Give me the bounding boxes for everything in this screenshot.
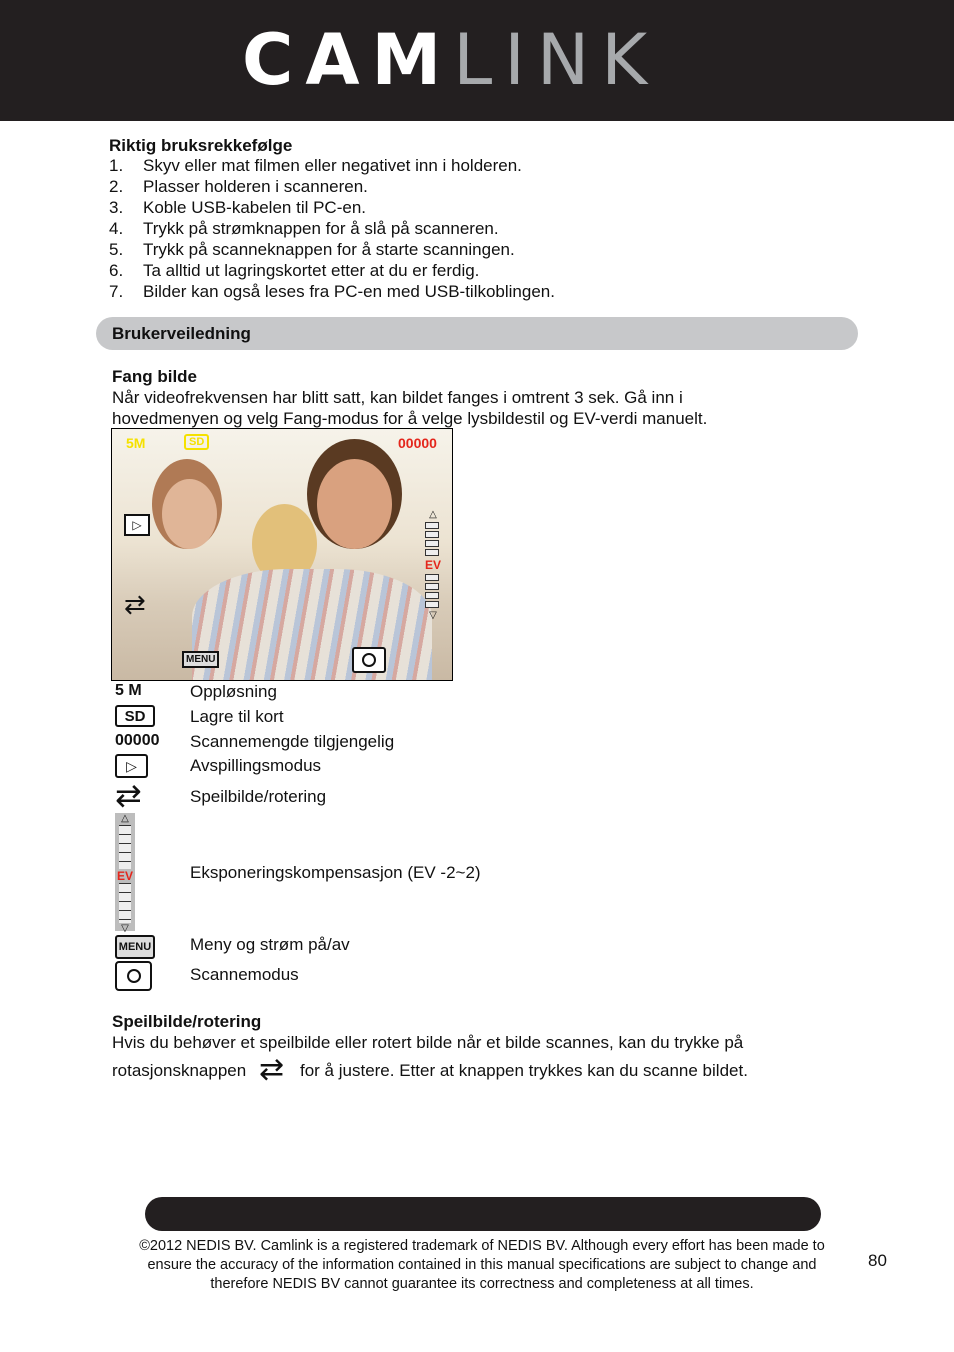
legend-ev-text: Eksponeringskompensasjon (EV -2~2) [190,863,481,882]
rotate-icon: ⇄ [124,589,146,619]
list-item: 4. Trykk på strømknappen for å slå på scanneren. [109,219,499,238]
section-bar [96,317,858,350]
camera-icon [352,647,386,673]
legend-count-text: Scannemengde tilgjengelig [190,732,395,751]
sd-card-icon: SD [115,705,155,727]
list-item: 7. Bilder kan også leses fra PC-en med USB-tilkoblingen. [109,282,555,301]
logo-cam: CAM [242,19,454,101]
mirror-line-2b: for å justere. Etter at knappen trykkes kan du scanne bildet. [300,1061,748,1080]
overlay-resolution: 5M [126,435,146,451]
section-bar-title: Brukerveiledning [112,324,251,343]
legend-sd-text: Lagre til kort [190,707,284,726]
capture-line-2: hovedmenyen og velg Fang-modus for å velge lysbildestil og EV-verdi manuelt. [112,409,708,428]
screen-preview-photo [111,428,453,681]
menu-icon: MENU [182,651,219,668]
ev-scale-icon: △ EV ▽ [116,813,133,934]
rotate-icon: ⇄ [115,777,142,813]
camlink-logo [242,19,660,101]
face-father [317,459,392,549]
triangle-down-icon: ▽ [429,610,437,621]
rotate-icon: ⇄ [259,1053,285,1086]
usage-steps [109,155,729,302]
pillow [192,569,432,681]
legend-menu-text: Meny og strøm på/av [190,935,350,954]
mirror-line-1: Hvis du behøver et speilbilde eller rotert bilde når et bilde scannes, kan du trykke på [112,1033,744,1052]
overlay-sd-icon: SD [184,434,209,450]
logo-link: LINK [453,19,660,101]
usage-title: Riktig bruksrekkefølge [109,136,293,155]
list-item: 2. Plasser holderen i scanneren. [109,177,368,196]
footer-bar [145,1197,821,1231]
footer-copyright: ©2012 NEDIS BV. Camlink is a registered trademark of NEDIS BV. Although every effort has been made to ensure the accuracy of the information contained in this manual specifications are subject to change and therefore NEDIS BV cannot guarantee its correctness and completeness at all times. [139,1238,825,1292]
capture-line-1: Når videofrekvensen har blitt satt, kan bildet fanges i omtrent 3 sek. Gå inn i [112,388,683,407]
legend-res-text: Oppløsning [190,682,277,701]
face-mother [162,479,217,549]
play-icon: ▷ [115,754,148,778]
page-header [0,0,954,121]
menu-icon: MENU [115,935,155,959]
play-icon: ▷ [124,514,150,536]
list-item: 5. Trykk på scanneknappen for å starte scanningen. [109,240,515,259]
legend-play-text: Avspillingsmodus [190,756,322,775]
mirror-line-2a: rotasjonsknappen [112,1061,247,1080]
legend-count-label: 00000 [115,732,160,749]
mirror-title: Speilbilde/rotering [112,1012,262,1031]
list-item: 1. Skyv eller mat filmen eller negativet inn i holderen. [109,156,522,175]
list-item: 3. Koble USB-kabelen til PC-en. [109,198,367,217]
capture-title: Fang bilde [112,367,197,386]
ev-scale [425,509,441,621]
legend-rotate-text: Speilbilde/rotering [190,787,327,806]
ev-label: EV [425,558,442,572]
overlay-count: 00000 [398,435,437,451]
ev-label: EV [116,869,133,883]
camera-icon [115,961,152,991]
legend-res-label: 5 M [115,682,142,699]
page-number: 80 [868,1251,887,1270]
legend-scan-text: Scannemodus [190,965,299,984]
list-item: 6. Ta alltid ut lagringskortet etter at du er ferdig. [109,261,480,280]
triangle-up-icon: △ [429,509,437,520]
